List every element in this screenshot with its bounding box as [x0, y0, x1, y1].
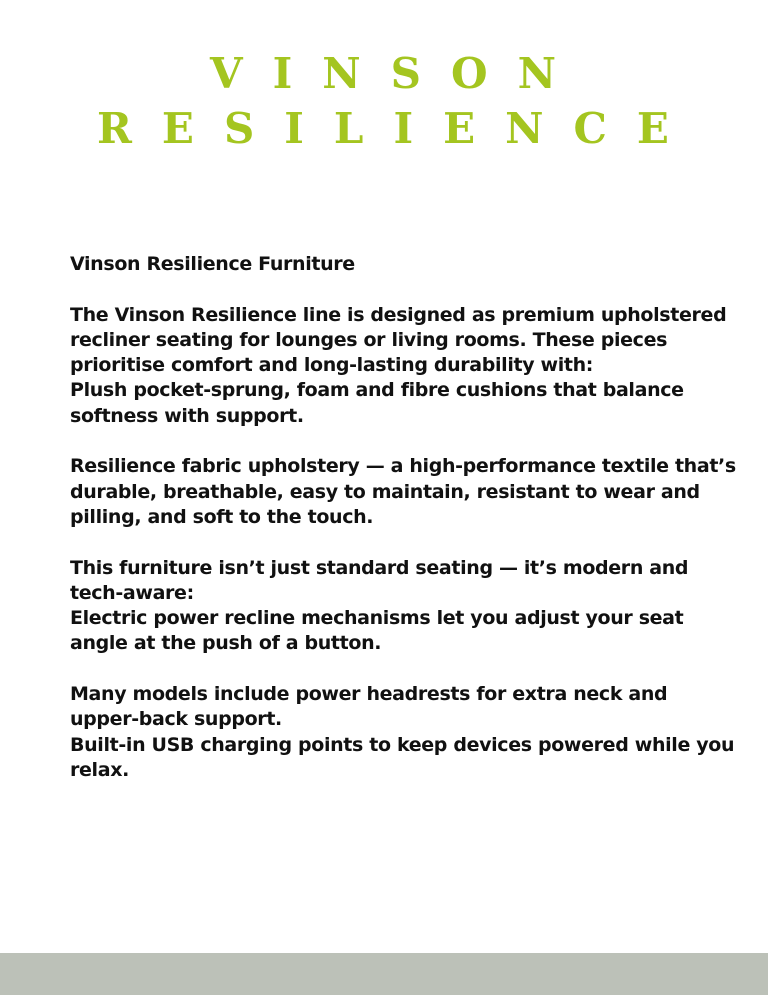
brand-title: [0, 46, 768, 156]
document-body: [70, 252, 736, 809]
text-line: Plush pocket-sprung, foam and fibre cushions that balance: [70, 379, 684, 402]
text-line: relax.: [70, 758, 129, 781]
text-line: tech-aware:: [70, 581, 194, 604]
text-line: softness with support.: [70, 404, 304, 427]
brand-title-line-1: VINSON: [210, 49, 586, 98]
paragraph-intro: [70, 303, 730, 429]
text-line: angle at the push of a button.: [70, 632, 382, 655]
text-line: pilling, and soft to the touch.: [70, 505, 374, 528]
document-heading: [70, 252, 730, 277]
text-line: The Vinson Resilience line is designed as premium upholstered: [70, 303, 727, 326]
paragraph-features: [70, 682, 735, 783]
text-line: prioritise comfort and long-lasting durability with:: [70, 354, 594, 377]
text-line: durable, breathable, easy to maintain, resistant to wear and: [70, 480, 700, 503]
heading-text: Vinson Resilience Furniture: [70, 253, 355, 275]
text-line: Resilience fabric upholstery — a high-performance textile that’s: [70, 455, 736, 478]
text-line: Built-in USB charging points to keep devices powered while you: [70, 733, 735, 756]
paragraph-tech: [70, 556, 730, 657]
text-line: This furniture isn’t just standard seating — it’s modern and: [70, 556, 689, 579]
paragraph-fabric: [70, 454, 736, 530]
text-line: recliner seating for lounges or living rooms. These pieces: [70, 328, 668, 351]
text-line: upper-back support.: [70, 708, 282, 731]
text-line: Many models include power headrests for extra neck and: [70, 683, 668, 706]
text-line: Electric power recline mechanisms let you adjust your seat: [70, 607, 684, 630]
footer-bar: [0, 953, 768, 995]
brand-title-line-2: RESILIENCE: [97, 104, 699, 153]
